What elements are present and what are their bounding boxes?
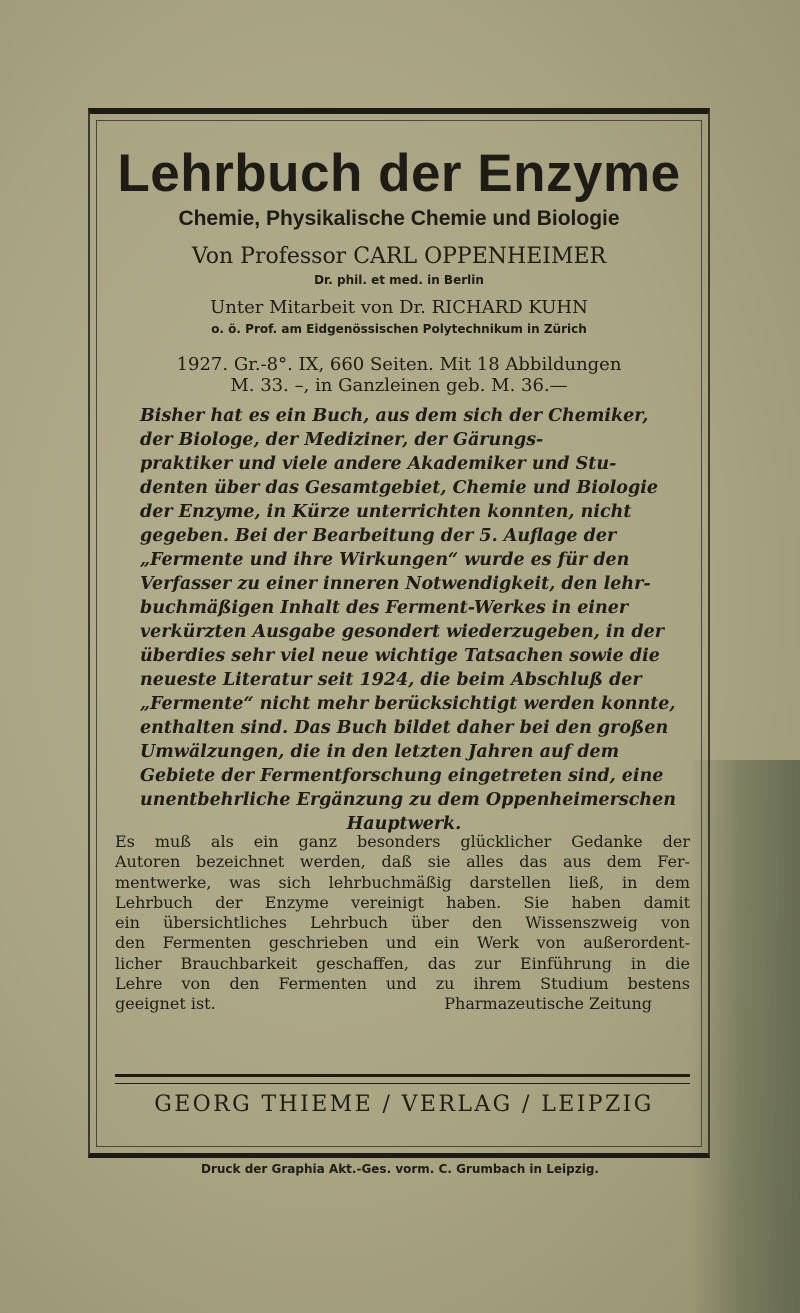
quote-final-line xyxy=(115,994,690,1014)
publication-info xyxy=(90,354,708,396)
collaborator-credentials: o. ö. Prof. am Eidgenössischen Polytechnikum in Zürich xyxy=(211,322,587,336)
collaborator-line: Unter Mitarbeit von Dr. RICHARD KUHN xyxy=(210,297,588,318)
quote-line: den Fermenten geschrieben und ein Werk von außerordent- xyxy=(115,933,690,953)
description-line: Hauptwerk. xyxy=(346,814,462,834)
quote-source: Pharmazeutische Zeitung xyxy=(444,994,652,1014)
book-description xyxy=(140,404,676,836)
description-line: der Enzyme, in Kürze unterrichten konnten, nicht xyxy=(140,502,632,522)
description-line: Verfasser zu einer inneren Notwendigkeit, den lehr- xyxy=(140,574,651,594)
quote-line: geeignet ist. xyxy=(115,994,216,1014)
description-line: buchmäßigen Inhalt des Ferment-Werkes in einer xyxy=(140,598,629,618)
quote-line: licher Brauchbarkeit geschaffen, das zur Einführung in die xyxy=(115,953,690,973)
author-credentials: Dr. phil. et med. in Berlin xyxy=(314,273,484,287)
book-title: Lehrbuch der Enzyme xyxy=(117,144,681,203)
quote-line: Lehre von den Fermenten und zu ihrem Studium bestens xyxy=(115,974,690,994)
description-line: gegeben. Bei der Bearbeitung der 5. Auflage der xyxy=(140,526,617,546)
quote-line: Es muß als ein ganz besonders glücklicher Gedanke der xyxy=(115,832,690,851)
description-line: Bisher hat es ein Buch, aus dem sich der Chemiker, xyxy=(140,406,649,426)
divider-rule xyxy=(115,1074,690,1084)
publication-info-line: M. 33. –, in Ganzleinen geb. M. 36.— xyxy=(230,375,568,396)
publication-info-line: 1927. Gr.-8°. IX, 660 Seiten. Mit 18 Abbildungen xyxy=(176,354,622,375)
quote-line: ein übersichtliches Lehrbuch über den Wissenszweig von xyxy=(115,913,690,933)
description-line: praktiker und viele andere Akademiker und Stu- xyxy=(140,454,617,474)
description-line: denten über das Gesamtgebiet, Chemie und Biologie xyxy=(140,478,658,498)
review-quote xyxy=(115,832,690,1015)
author-line: Von Professor CARL OPPENHEIMER xyxy=(191,244,607,269)
description-line: „Fermente“ nicht mehr berücksichtigt werden konnte, xyxy=(140,694,676,714)
quote-line: mentwerke, was sich lehrbuchmäßig darstellen ließ, in dem xyxy=(115,872,690,892)
description-line: enthalten sind. Das Buch bildet daher bei den großen xyxy=(140,718,669,738)
book-subtitle: Chemie, Physikalische Chemie und Biologie xyxy=(178,207,620,230)
publisher-line: GEORG THIEME / VERLAG / LEIPZIG xyxy=(154,1092,654,1117)
description-line: überdies sehr viel neue wichtige Tatsachen sowie die xyxy=(140,646,660,666)
description-line: neueste Literatur seit 1924, die beim Abschluß der xyxy=(140,670,642,690)
description-line: verkürzten Ausgabe gesondert wiederzugeben, in der xyxy=(140,622,664,642)
quote-line: Lehrbuch der Enzyme vereinigt haben. Sie haben damit xyxy=(115,892,690,912)
description-line: der Biologe, der Mediziner, der Gärungs- xyxy=(140,430,544,450)
description-line: „Fermente und ihre Wirkungen“ wurde es für den xyxy=(140,550,630,570)
description-line: Umwälzungen, die in den letzten Jahren auf dem xyxy=(140,742,620,762)
advertisement-frame xyxy=(88,108,710,1158)
description-line: unentbehrliche Ergänzung zu dem Oppenheimerschen xyxy=(140,790,676,810)
printer-imprint: Druck der Graphia Akt.-Ges. vorm. C. Grumbach in Leipzig. xyxy=(201,1162,599,1176)
description-line: Gebiete der Fermentforschung eingetreten sind, eine xyxy=(140,766,664,786)
quote-line: Autoren bezeichnet werden, daß sie alles das aus dem Fer- xyxy=(115,852,690,872)
